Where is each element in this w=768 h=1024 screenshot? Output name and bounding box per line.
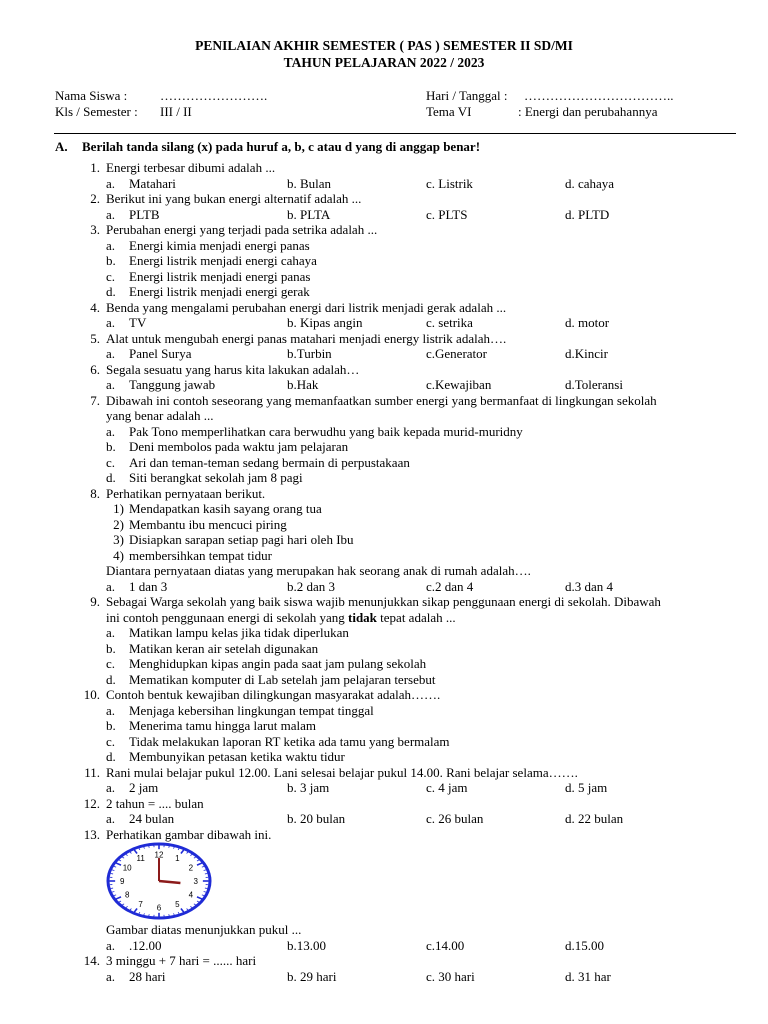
option-d: d.Kincir [565,346,608,361]
option-c: c.Kewajiban [426,377,492,392]
question-9-number: 9. [90,594,100,609]
question-5-line [0,331,768,347]
kls-label: Kls / Semester : [55,104,138,119]
option-d: d. 22 bulan [565,811,624,826]
option-text: Menjaga kebersihan lingkungan tempat tinggal [129,702,374,718]
question-4-number: 4. [90,299,100,315]
option-text: Energi listrik menjadi energi gerak [129,284,310,299]
option-text: Membunyikan petasan ketika waktu tidur [129,749,345,764]
question-12-text: 2 tahun = .... bulan [106,795,204,811]
question-5-number: 5. [90,330,100,346]
question-2-number: 2. [90,191,100,206]
question-7-line [0,408,768,424]
question-11-number: 11. [84,764,100,780]
question-9-line [0,594,768,610]
question-14-line [0,953,768,969]
question-4-text: Benda yang mengalami perubahan energi dari listrik menjadi gerak adalah ... [106,299,507,315]
option-letter-a: a. [106,175,116,191]
option-a: 24 bulan [129,811,175,826]
option-a: Matahari [129,175,176,191]
question-9-option [0,656,768,672]
option-letter: b. [106,718,116,733]
option-text: Deni membolos pada waktu jam pelajaran [129,439,349,454]
question-7-line [0,393,768,409]
question-8-text: Diantara pernyataan diatas yang merupakan hak seorang anak di rumah adalah…. [106,563,531,578]
question-5-text: Alat untuk mengubah energi panas matahari menjadi energy listrik adalah…. [106,330,507,346]
question-5-options [0,346,768,362]
option-c: c. 30 hari [426,968,475,984]
option-text: Mematikan komputer di Lab setelah jam pelajaran tersebut [129,671,436,687]
clock-number: 11 [136,853,145,863]
option-b: b. 29 hari [287,968,337,984]
option-d: d. PLTD [565,206,610,222]
question-12-options [0,811,768,827]
clock-number: 10 [122,863,132,873]
question-10-option [0,703,768,719]
question-6-options [0,377,768,393]
clock-figure [0,842,768,922]
question-9-text: Sebagai Warga sekolah yang baik siswa wajib menunjukkan sikap penggunaan energi di sekolah. Dibawah [106,594,661,609]
question-11-line [0,765,768,781]
option-d: d. cahaya [565,175,615,191]
statement-number: 1) [113,501,124,516]
option-letter: d. [106,284,116,299]
option-b: b.2 dan 3 [287,578,336,594]
option-letter-a: a. [106,578,116,594]
option-letter: d. [106,671,116,687]
option-letter: c. [106,268,116,284]
question-14-options [0,969,768,985]
question-3-text: Perubahan energi yang terjadi pada setrika adalah ... [106,222,378,237]
question-3-number: 3. [90,222,100,237]
option-letter: b. [106,439,116,454]
option-letter: d. [106,749,116,764]
question-3-option [0,238,768,254]
question-10-line [0,687,768,703]
question-10-option [0,734,768,750]
question-6-number: 6. [90,361,100,377]
option-b: b. PLTA [287,206,331,222]
question-1-options [0,176,768,192]
question-1-number: 1. [90,160,100,175]
question-2-line [0,191,768,207]
statement-text: Membantu ibu mencuci piring [129,516,287,532]
option-b: b. Bulan [287,175,332,191]
question-13-text: Perhatikan gambar dibawah ini. [106,826,272,842]
question-12-number: 12. [83,795,100,811]
option-a: Tanggung jawab [129,377,216,392]
question-9-option [0,672,768,688]
option-text: Energi listrik menjadi energi cahaya [129,253,317,268]
option-d: d.3 dan 4 [565,578,614,594]
option-letter-a: a. [106,346,116,361]
option-a: 28 hari [129,968,166,984]
clock-tick [204,870,206,871]
hari-label: Hari / Tanggal : [426,88,508,103]
clock-number: 7 [138,900,143,910]
statement-text: membersihkan tempat tidur [129,547,272,563]
question-3-option [0,253,768,269]
option-c: c. setrika [426,315,473,330]
option-b: b.13.00 [287,937,326,953]
kls-value: III / II [160,104,192,119]
question-8-statement [0,548,768,564]
option-a: Panel Surya [129,346,192,361]
option-letter-a: a. [106,937,116,953]
question-8-number: 8. [90,485,100,501]
option-b: b. Kipas angin [287,315,363,330]
option-letter-a: a. [106,811,116,826]
option-letter-a: a. [106,206,116,222]
question-10-number: 10. [83,687,100,702]
clock-number: 1 [175,853,180,863]
question-8-statement [0,532,768,548]
question-7-text: Dibawah ini contoh seseorang yang memanfaatkan sumber energi yang bermanfaat di lingkungan sekolah [106,392,657,408]
option-c: c. PLTS [426,206,468,222]
question-13-options [0,938,768,954]
option-b: b.Turbin [287,346,332,361]
question-8-options [0,579,768,595]
statement-number: 3) [113,532,124,547]
option-letter-a: a. [106,968,116,984]
clock-tick [149,846,150,848]
option-d: d. 31 har [565,968,611,984]
option-letter: c. [106,656,116,671]
clock-tick [169,846,170,848]
question-13-line [0,827,768,843]
nama-label: Nama Siswa : [55,88,128,103]
question-8-statement [0,501,768,517]
option-letter: d. [106,470,116,485]
option-c: c.14.00 [426,937,465,953]
option-a: 2 jam [129,780,159,795]
option-d: d. 5 jam [565,780,608,795]
question-7-option [0,439,768,455]
question-7-text: yang benar adalah ... [106,408,214,423]
clock-tick [169,914,170,916]
hari-blank: …………………………….. [524,88,674,103]
clock-image [104,842,214,920]
option-letter: b. [106,253,116,268]
clock-tick [112,892,114,893]
option-text: Tidak melakukan laporan RT ketika ada tamu yang bermalam [129,733,450,749]
question-1-line [0,160,768,176]
option-text: Menerima tamu hingga larut malam [129,718,316,733]
clock-number: 6 [156,903,162,913]
option-b: b. 3 jam [287,780,330,795]
option-letter: a. [106,625,116,640]
option-a: .12.00 [129,937,162,953]
question-9-emphasis: tidak [348,609,377,625]
question-7-number: 7. [90,392,100,408]
question-list [0,160,768,984]
question-7-option [0,424,768,440]
option-d: d.15.00 [565,937,604,953]
question-8-text: Perhatikan pernyataan berikut. [106,485,266,501]
question-9-option [0,625,768,641]
option-d: d. motor [565,315,610,330]
option-text: Menghidupkan kipas angin pada saat jam pulang sekolah [129,656,427,671]
statement-text: Disiapkan sarapan setiap pagi hari oleh Ibu [129,532,354,547]
tema-label: Tema VI [426,104,472,119]
clock-number: 9 [120,877,125,886]
question-11-options [0,780,768,796]
question-8-prompt [0,563,768,579]
clock-number: 2 [188,863,194,873]
option-text: Pak Tono memperlihatkan cara berwudhu yang baik kepada murid-muridny [129,423,523,439]
clock-tick [112,870,114,871]
clock-number: 8 [124,890,130,900]
clock-number: 4 [188,890,194,900]
tema-value: : Energi dan perubahannya [518,104,658,119]
option-letter: c. [106,733,116,749]
option-b: b. 20 bulan [287,811,346,826]
option-letter: c. [106,454,116,470]
question-14-text: 3 minggu + 7 hari = ...... hari [106,953,257,968]
clock-number: 5 [175,900,180,910]
option-a: PLTB [129,206,160,222]
question-11-text: Rani mulai belajar pukul 12.00. Lani selesai belajar pukul 14.00. Rani belajar selama……. [106,764,578,780]
clock-number: 3 [193,877,198,886]
header-divider [54,133,736,134]
question-3-option [0,269,768,285]
section-letter: A. [55,139,68,154]
statement-number: 4) [113,547,124,563]
option-letter: a. [106,237,116,253]
option-c: c. 26 bulan [426,811,484,826]
question-3-line [0,222,768,238]
question-10-option [0,749,768,765]
option-text: Ari dan teman-teman sedang bermain di perpustakaan [129,454,410,470]
question-4-options [0,315,768,331]
option-letter: b. [106,640,116,656]
question-3-option [0,284,768,300]
statement-text: Mendapatkan kasih sayang orang tua [129,501,322,516]
question-9-text: ini contoh penggunaan energi di sekolah yang tidak tepat adalah ... [106,609,456,625]
question-9-line [0,610,768,626]
section-instruction: Berilah tanda silang (x) pada huruf a, b, c atau d yang di anggap benar! [82,139,481,154]
clock-tick [149,914,150,916]
exam-year: TAHUN PELAJARAN 2022 / 2023 [283,55,485,70]
option-letter-a: a. [106,315,116,330]
option-text: Matikan lampu kelas jika tidak diperlukan [129,625,349,640]
option-letter-a: a. [106,377,116,392]
question-14-number: 14. [83,953,100,968]
option-text: Energi listrik menjadi energi panas [129,268,311,284]
option-c: c.Generator [426,346,487,361]
clock-tick [204,892,206,893]
option-letter: a. [106,702,116,718]
question-10-option [0,718,768,734]
option-letter-a: a. [106,780,116,795]
question-1-text: Energi terbesar dibumi adalah ... [106,160,276,175]
question-6-text: Segala sesuatu yang harus kita lakukan adalah… [106,361,360,377]
option-text: Matikan keran air setelah digunakan [129,640,319,656]
option-c: c. Listrik [426,175,473,191]
question-8-line [0,486,768,502]
question-12-line [0,796,768,812]
question-7-option [0,470,768,486]
question-2-options [0,207,768,223]
option-c: c. 4 jam [426,780,468,795]
option-text: Siti berangkat sekolah jam 8 pagi [129,470,303,485]
question-4-line [0,300,768,316]
option-text: Energi kimia menjadi energi panas [129,237,310,253]
question-13-text: Gambar diatas menunjukkan pukul ... [106,922,302,937]
option-b: b.Hak [287,377,319,392]
question-13-prompt [0,922,768,938]
question-8-statement [0,517,768,533]
option-a: 1 dan 3 [129,578,168,594]
exam-title: PENILAIAN AKHIR SEMESTER ( PAS ) SEMESTER II SD/MI [195,38,573,53]
nama-blank: ……………………. [160,88,268,103]
option-c: c.2 dan 4 [426,578,474,594]
question-7-option [0,455,768,471]
clock-number: 12 [154,850,164,860]
question-10-text: Contoh bentuk kewajiban dilingkungan masyarakat adalah……. [106,687,441,702]
question-2-text: Berikut ini yang bukan energi alternatif adalah ... [106,191,362,206]
question-13-number: 13. [83,826,100,842]
question-9-option [0,641,768,657]
option-a: TV [129,315,147,330]
option-letter: a. [106,423,116,439]
option-d: d.Toleransi [565,377,623,392]
question-6-line [0,362,768,378]
statement-number: 2) [113,516,124,532]
